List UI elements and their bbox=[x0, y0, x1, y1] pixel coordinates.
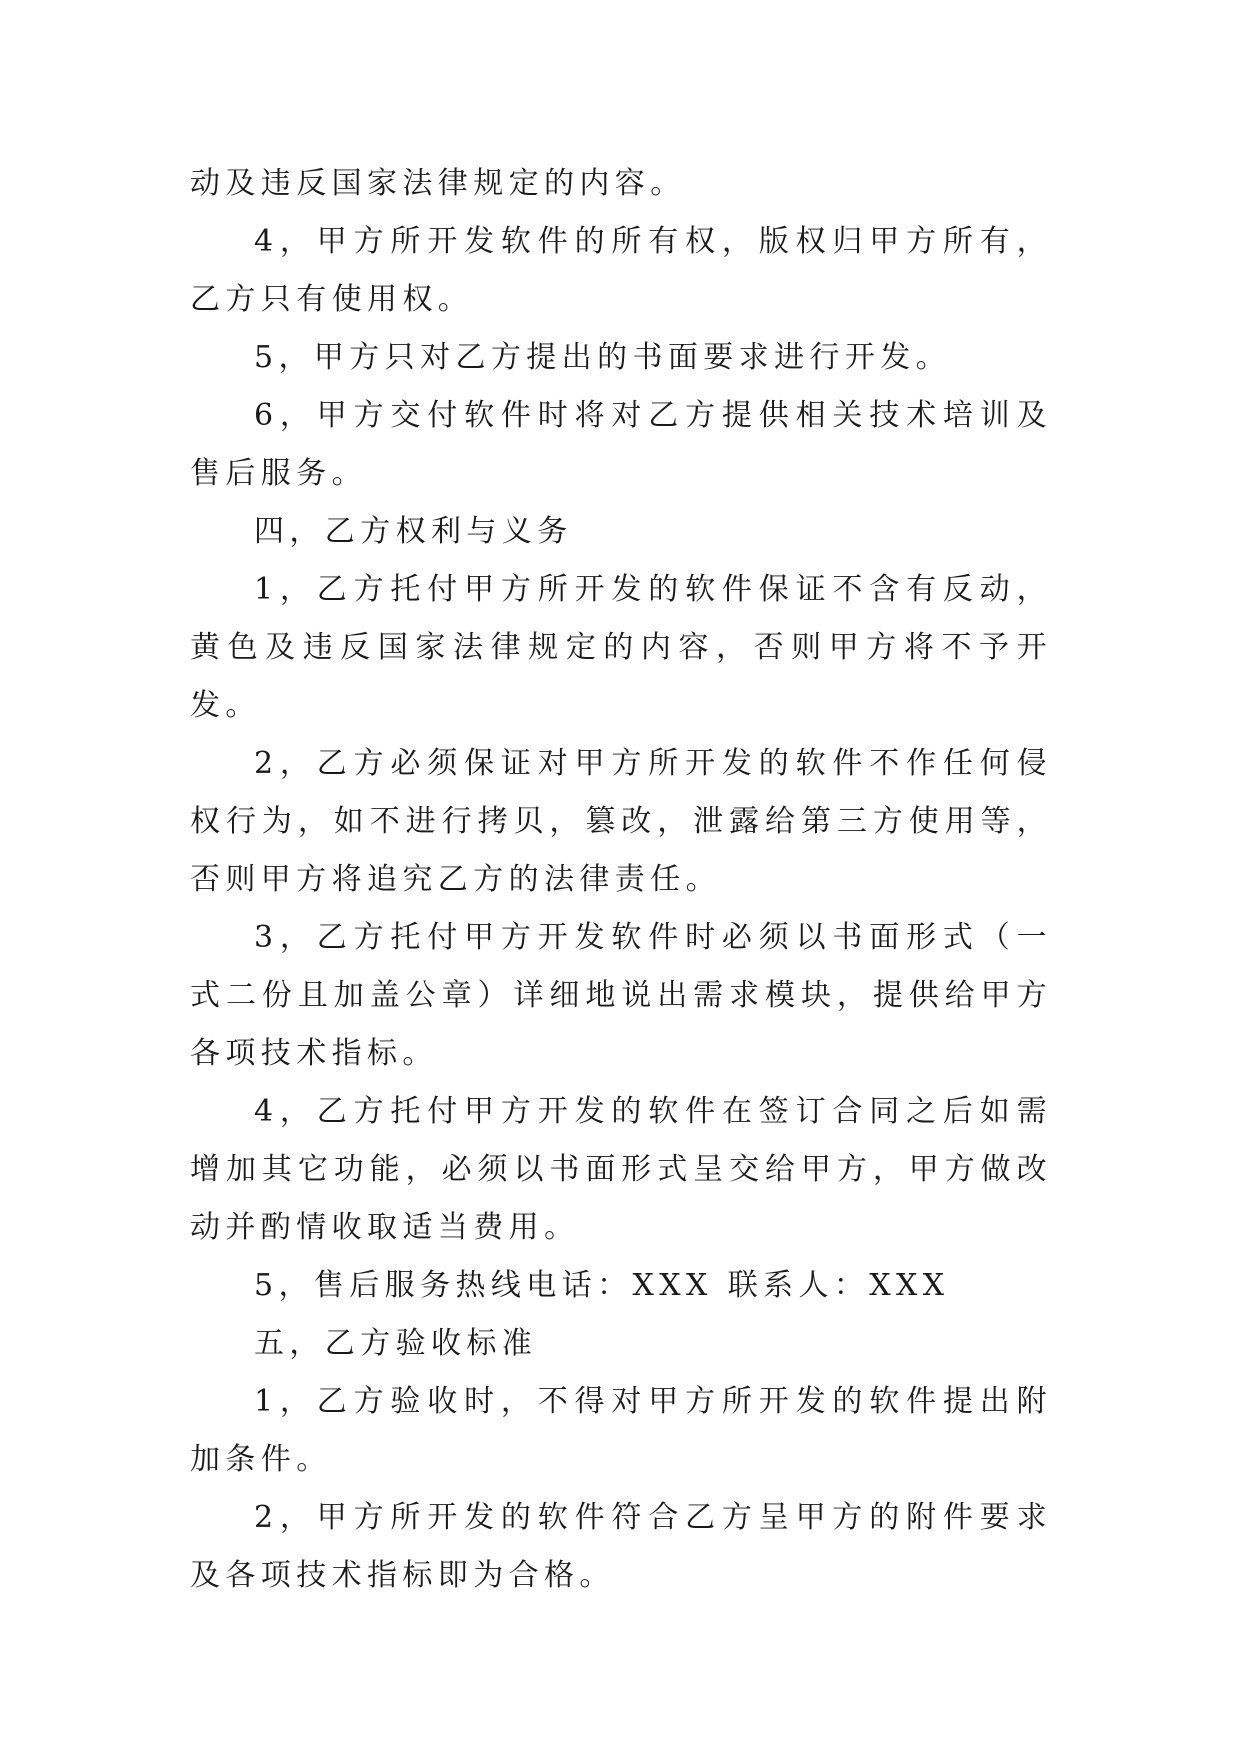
paragraph-clause-5-2: 2，甲方所开发的软件符合乙方呈甲方的附件要求及各项技术指标即为合格。 bbox=[190, 1500, 1052, 1593]
section-heading-5: 五，乙方验收标准 bbox=[254, 1326, 538, 1361]
section-heading-4: 四，乙方权利与义务 bbox=[254, 514, 573, 549]
paragraph-clause-4-5: 5，售后服务热线电话：XXX 联系人：XXX bbox=[254, 1268, 950, 1303]
paragraph-clause-3-5: 5，甲方只对乙方提出的书面要求进行开发。 bbox=[254, 340, 952, 375]
paragraph-clause-3-4: 4，甲方所开发软件的所有权，版权归甲方所有，乙方只有使用权。 bbox=[190, 224, 1052, 317]
paragraph-clause-4-2: 2，乙方必须保证对甲方所开发的软件不作任何侵权行为，如不进行拷贝，篡改，泄露给第三方使用等，否则甲方将追究乙方的法律责任。 bbox=[190, 746, 1052, 897]
paragraph-clause-4-3: 3，乙方托付甲方开发软件时必须以书面形式（一式二份且加盖公章）详细地说出需求模块，提供给甲方各项技术指标。 bbox=[190, 920, 1052, 1071]
paragraph-clause-5-1: 1，乙方验收时，不得对甲方所开发的软件提出附加条件。 bbox=[190, 1384, 1052, 1477]
document-body bbox=[190, 155, 1052, 1605]
paragraph-continuation: 动及违反国家法律规定的内容。 bbox=[190, 166, 686, 201]
paragraph-clause-4-4: 4，乙方托付甲方开发的软件在签订合同之后如需增加其它功能，必须以书面形式呈交给甲方，甲方做改动并酌情收取适当费用。 bbox=[190, 1094, 1052, 1245]
paragraph-clause-4-1: 1，乙方托付甲方所开发的软件保证不含有反动，黄色及违反国家法律规定的内容，否则甲方将不予开发。 bbox=[190, 572, 1052, 723]
paragraph-clause-3-6: 6，甲方交付软件时将对乙方提供相关技术培训及售后服务。 bbox=[190, 398, 1052, 491]
